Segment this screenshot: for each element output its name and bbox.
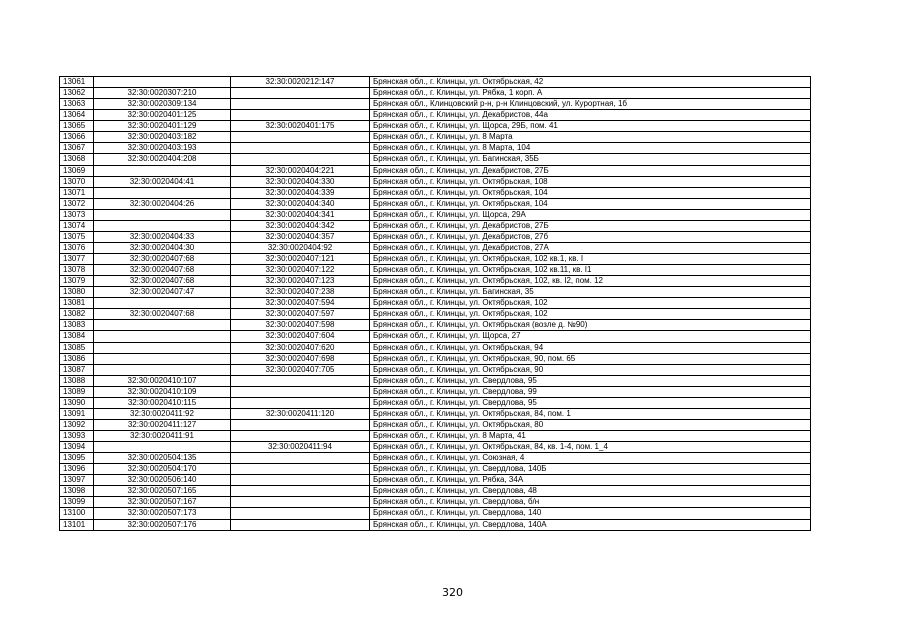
row-number-cell: 13086 [60,353,94,364]
address-cell: Брянская обл., г. Клинцы, ул. Декабристов, 27А [370,242,811,253]
table-row [60,110,811,121]
cadastral-number-cell [94,353,231,364]
row-number-cell: 13090 [60,397,94,408]
cadastral-number-cell: 32:30:0020504:170 [94,464,231,475]
table-row [60,265,811,276]
row-number-cell: 13077 [60,254,94,265]
cadastral-number-cell: 32:30:0020309:134 [94,99,231,110]
cadastral-number-cell [94,342,231,353]
cadastral-number-cell [94,165,231,176]
object-cadastral-number-cell: 32:30:0020404:340 [231,198,370,209]
object-cadastral-number-cell [231,486,370,497]
address-cell: Брянская обл., г. Клинцы, ул. 8 Марта [370,132,811,143]
object-cadastral-number-cell [231,154,370,165]
object-cadastral-number-cell: 32:30:0020404:342 [231,220,370,231]
cadastral-number-cell: 32:30:0020407:68 [94,276,231,287]
cadastral-number-cell: 32:30:0020506:140 [94,475,231,486]
address-cell: Брянская обл., г. Клинцы, ул. Свердлова, 140Б [370,464,811,475]
address-cell: Брянская обл., г. Клинцы, ул. Союзная, 4 [370,453,811,464]
row-number-cell: 13087 [60,364,94,375]
row-number-cell: 13093 [60,431,94,442]
address-cell: Брянская обл., г. Клинцы, ул. Щорса, 29Б, пом. 41 [370,121,811,132]
object-cadastral-number-cell: 32:30:0020401:175 [231,121,370,132]
table-row [60,408,811,419]
table-row [60,298,811,309]
row-number-cell: 13070 [60,176,94,187]
cadastral-number-cell [94,77,231,88]
row-number-cell: 13069 [60,165,94,176]
row-number-cell: 13094 [60,442,94,453]
row-number-cell: 13088 [60,375,94,386]
cadastral-number-cell: 32:30:0020404:30 [94,242,231,253]
address-cell: Брянская обл., г. Клинцы, ул. Багинская, 35Б [370,154,811,165]
row-number-cell: 13072 [60,198,94,209]
cadastral-number-cell [94,187,231,198]
registry-table [59,76,811,531]
object-cadastral-number-cell [231,431,370,442]
cadastral-number-cell: 32:30:0020404:208 [94,154,231,165]
page-number: 320 [442,586,463,599]
object-cadastral-number-cell [231,475,370,486]
address-cell: Брянская обл., г. Клинцы, ул. Свердлова, б/н [370,497,811,508]
table-row [60,121,811,132]
row-number-cell: 13081 [60,298,94,309]
object-cadastral-number-cell [231,397,370,408]
address-cell: Брянская обл., г. Клинцы, ул. Свердлова, 140 [370,508,811,519]
address-cell: Брянская обл., г. Клинцы, ул. Свердлова, 95 [370,397,811,408]
row-number-cell: 13085 [60,342,94,353]
row-number-cell: 13066 [60,132,94,143]
cadastral-number-cell: 32:30:0020507:165 [94,486,231,497]
table-row [60,342,811,353]
table-row [60,320,811,331]
object-cadastral-number-cell: 32:30:0020404:221 [231,165,370,176]
address-cell: Брянская обл., г. Клинцы, ул. Октябрьская, 102 кв.1, кв. I [370,254,811,265]
object-cadastral-number-cell: 32:30:0020407:620 [231,342,370,353]
table-row [60,486,811,497]
cadastral-number-cell: 32:30:0020507:176 [94,519,231,530]
address-cell: Брянская обл., г. Клинцы, ул. Октябрьская, 80 [370,419,811,430]
table-row [60,242,811,253]
object-cadastral-number-cell: 32:30:0020404:341 [231,209,370,220]
cadastral-number-cell: 32:30:0020404:33 [94,231,231,242]
address-cell: Брянская обл., г. Клинцы, ул. Октябрьская, 90 [370,364,811,375]
cadastral-number-cell: 32:30:0020407:47 [94,287,231,298]
row-number-cell: 13073 [60,209,94,220]
address-cell: Брянская обл., г. Клинцы, ул. Октябрьская, 102, кв. I2, пом. 12 [370,276,811,287]
table-row [60,475,811,486]
cadastral-number-cell: 32:30:0020403:193 [94,143,231,154]
table-row [60,254,811,265]
cadastral-number-cell: 32:30:0020307:210 [94,88,231,99]
cadastral-number-cell [94,442,231,453]
address-cell: Брянская обл., г. Клинцы, ул. Декабристов, 27б [370,231,811,242]
cadastral-number-cell: 32:30:0020403:182 [94,132,231,143]
cadastral-number-cell: 32:30:0020411:91 [94,431,231,442]
cadastral-number-cell: 32:30:0020404:41 [94,176,231,187]
object-cadastral-number-cell [231,143,370,154]
table-row [60,353,811,364]
address-cell: Брянская обл., г. Клинцы, ул. Свердлова, 99 [370,386,811,397]
row-number-cell: 13063 [60,99,94,110]
row-number-cell: 13062 [60,88,94,99]
table-row [60,187,811,198]
row-number-cell: 13097 [60,475,94,486]
table-row [60,198,811,209]
object-cadastral-number-cell [231,464,370,475]
address-cell: Брянская обл., г. Клинцы, ул. Декабристов, 27Б [370,165,811,176]
table-row [60,453,811,464]
row-number-cell: 13098 [60,486,94,497]
table-row [60,154,811,165]
cadastral-number-cell: 32:30:0020407:68 [94,254,231,265]
table-row [60,143,811,154]
row-number-cell: 13082 [60,309,94,320]
cadastral-number-cell: 32:30:0020401:125 [94,110,231,121]
row-number-cell: 13101 [60,519,94,530]
address-cell: Брянская обл., г. Клинцы, ул. Октябрьская (возле д. №90) [370,320,811,331]
table-row [60,276,811,287]
object-cadastral-number-cell: 32:30:0020404:330 [231,176,370,187]
object-cadastral-number-cell [231,453,370,464]
registry-table-body [60,77,811,531]
cadastral-number-cell: 32:30:0020401:129 [94,121,231,132]
address-cell: Брянская обл., г. Клинцы, ул. Рябка, 1 корп. А [370,88,811,99]
table-row [60,176,811,187]
table-row [60,442,811,453]
address-cell: Брянская обл., г. Клинцы, ул. Декабристов, 44а [370,110,811,121]
address-cell: Брянская обл., г. Клинцы, ул. Октябрьская, 102 [370,309,811,320]
object-cadastral-number-cell: 32:30:0020407:604 [231,331,370,342]
row-number-cell: 13079 [60,276,94,287]
row-number-cell: 13080 [60,287,94,298]
row-number-cell: 13092 [60,419,94,430]
table-row [60,375,811,386]
object-cadastral-number-cell: 32:30:0020407:698 [231,353,370,364]
address-cell: Брянская обл., г. Клинцы, ул. Свердлова, 140А [370,519,811,530]
row-number-cell: 13068 [60,154,94,165]
table-row [60,88,811,99]
table-row [60,386,811,397]
cadastral-number-cell [94,298,231,309]
address-cell: Брянская обл., г. Клинцы, ул. Октябрьская, 104 [370,198,811,209]
row-number-cell: 13071 [60,187,94,198]
cadastral-number-cell [94,331,231,342]
table-row [60,464,811,475]
cadastral-number-cell: 32:30:0020410:107 [94,375,231,386]
object-cadastral-number-cell [231,375,370,386]
address-cell: Брянская обл., г. Клинцы, ул. Октябрьская, 90, пом. 65 [370,353,811,364]
object-cadastral-number-cell [231,497,370,508]
row-number-cell: 13099 [60,497,94,508]
row-number-cell: 13075 [60,231,94,242]
address-cell: Брянская обл., г. Клинцы, ул. 8 Марта, 41 [370,431,811,442]
cadastral-number-cell: 32:30:0020410:115 [94,397,231,408]
cadastral-number-cell: 32:30:0020407:68 [94,309,231,320]
address-cell: Брянская обл., г. Клинцы, ул. Рябка, 34А [370,475,811,486]
cadastral-number-cell [94,364,231,375]
row-number-cell: 13065 [60,121,94,132]
row-number-cell: 13095 [60,453,94,464]
cadastral-number-cell [94,320,231,331]
table-row [60,519,811,530]
table-row [60,209,811,220]
table-row [60,231,811,242]
object-cadastral-number-cell: 32:30:0020407:122 [231,265,370,276]
row-number-cell: 13074 [60,220,94,231]
object-cadastral-number-cell [231,110,370,121]
address-cell: Брянская обл., г. Клинцы, ул. Багинская, 35 [370,287,811,298]
table-row [60,287,811,298]
cadastral-number-cell [94,220,231,231]
table-row [60,508,811,519]
table-row [60,309,811,320]
row-number-cell: 13067 [60,143,94,154]
address-cell: Брянская обл., г. Клинцы, ул. Октябрьская, 94 [370,342,811,353]
object-cadastral-number-cell [231,508,370,519]
table-row [60,165,811,176]
cadastral-number-cell: 32:30:0020507:173 [94,508,231,519]
object-cadastral-number-cell: 32:30:0020407:238 [231,287,370,298]
cadastral-number-cell: 32:30:0020407:68 [94,265,231,276]
table-row [60,99,811,110]
address-cell: Брянская обл., г. Клинцы, ул. Октябрьская, 108 [370,176,811,187]
row-number-cell: 13064 [60,110,94,121]
object-cadastral-number-cell: 32:30:0020407:597 [231,309,370,320]
address-cell: Брянская обл., г. Клинцы, ул. Декабристов, 27Б [370,220,811,231]
address-cell: Брянская обл., г. Клинцы, ул. Октябрьская, 84, пом. 1 [370,408,811,419]
table-row [60,77,811,88]
address-cell: Брянская обл., Клинцовский р-н, р-н Клинцовский, ул. Курортная, 1б [370,99,811,110]
row-number-cell: 13091 [60,408,94,419]
row-number-cell: 13089 [60,386,94,397]
address-cell: Брянская обл., г. Клинцы, ул. Октябрьская, 102 [370,298,811,309]
table-row [60,397,811,408]
object-cadastral-number-cell: 32:30:0020407:123 [231,276,370,287]
cadastral-number-cell: 32:30:0020404:26 [94,198,231,209]
address-cell: Брянская обл., г. Клинцы, ул. Октябрьская, 42 [370,77,811,88]
object-cadastral-number-cell [231,132,370,143]
row-number-cell: 13083 [60,320,94,331]
table-row [60,364,811,375]
table-row [60,431,811,442]
cadastral-number-cell: 32:30:0020504:135 [94,453,231,464]
cadastral-number-cell [94,209,231,220]
object-cadastral-number-cell: 32:30:0020411:94 [231,442,370,453]
object-cadastral-number-cell [231,88,370,99]
cadastral-number-cell: 32:30:0020410:109 [94,386,231,397]
row-number-cell: 13084 [60,331,94,342]
address-cell: Брянская обл., г. Клинцы, ул. Свердлова, 48 [370,486,811,497]
address-cell: Брянская обл., г. Клинцы, ул. Октябрьская, 104 [370,187,811,198]
object-cadastral-number-cell [231,99,370,110]
cadastral-number-cell: 32:30:0020507:167 [94,497,231,508]
object-cadastral-number-cell [231,386,370,397]
row-number-cell: 13076 [60,242,94,253]
table-row [60,419,811,430]
row-number-cell: 13078 [60,265,94,276]
object-cadastral-number-cell: 32:30:0020212:147 [231,77,370,88]
table-row [60,497,811,508]
row-number-cell: 13096 [60,464,94,475]
address-cell: Брянская обл., г. Клинцы, ул. Октябрьская, 102 кв.11, кв. I1 [370,265,811,276]
row-number-cell: 13061 [60,77,94,88]
object-cadastral-number-cell: 32:30:0020407:598 [231,320,370,331]
cadastral-number-cell: 32:30:0020411:92 [94,408,231,419]
table-row [60,132,811,143]
object-cadastral-number-cell: 32:30:0020407:705 [231,364,370,375]
object-cadastral-number-cell: 32:30:0020411:120 [231,408,370,419]
address-cell: Брянская обл., г. Клинцы, ул. Щорса, 29А [370,209,811,220]
address-cell: Брянская обл., г. Клинцы, ул. 8 Марта, 104 [370,143,811,154]
object-cadastral-number-cell [231,519,370,530]
object-cadastral-number-cell: 32:30:0020404:339 [231,187,370,198]
cadastral-number-cell: 32:30:0020411:127 [94,419,231,430]
address-cell: Брянская обл., г. Клинцы, ул. Щорса, 27 [370,331,811,342]
object-cadastral-number-cell: 32:30:0020407:594 [231,298,370,309]
object-cadastral-number-cell: 32:30:0020404:357 [231,231,370,242]
object-cadastral-number-cell: 32:30:0020407:121 [231,254,370,265]
address-cell: Брянская обл., г. Клинцы, ул. Октябрьская, 84, кв. 1-4, пом. 1_4 [370,442,811,453]
table-row [60,220,811,231]
object-cadastral-number-cell: 32:30:0020404:92 [231,242,370,253]
table-row [60,331,811,342]
object-cadastral-number-cell [231,419,370,430]
address-cell: Брянская обл., г. Клинцы, ул. Свердлова, 95 [370,375,811,386]
row-number-cell: 13100 [60,508,94,519]
